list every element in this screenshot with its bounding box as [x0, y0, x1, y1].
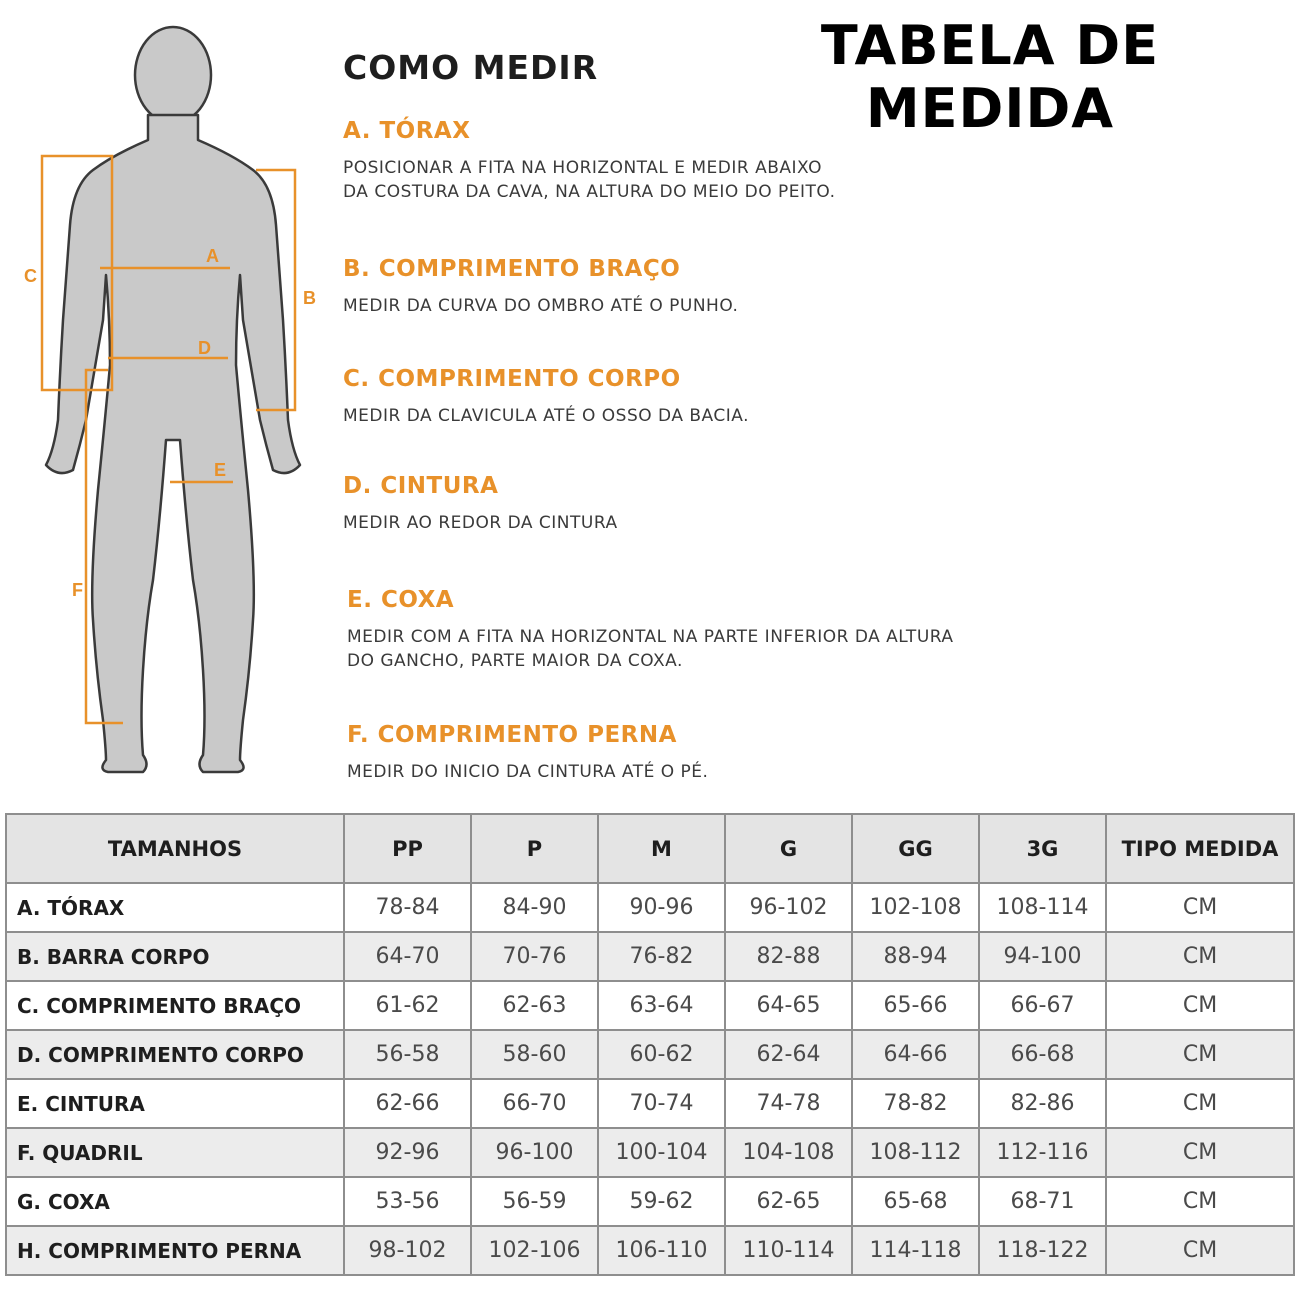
table-cell: 102-106 [471, 1226, 598, 1275]
table-cell: 96-100 [471, 1128, 598, 1177]
section-torax [343, 118, 1103, 204]
table-cell: 62-65 [725, 1177, 852, 1226]
table-cell: 62-63 [471, 981, 598, 1030]
table-row [6, 1079, 1294, 1128]
table-row [6, 883, 1294, 932]
unit-cell: CM [1106, 883, 1294, 932]
section-comprimento-braco [343, 256, 1103, 318]
table-cell: 102-108 [852, 883, 979, 932]
column-header-m: M [598, 814, 725, 883]
table-cell: 64-66 [852, 1030, 979, 1079]
table-cell: 65-66 [852, 981, 979, 1030]
section-text: MEDIR DA CLAVICULA ATÉ O OSSO DA BACIA. [343, 406, 749, 426]
row-label: B. BARRA CORPO [6, 932, 344, 981]
table-cell: 98-102 [344, 1226, 471, 1275]
section-heading: B. COMPRIMENTO BRAÇO [343, 256, 681, 282]
table-cell: 78-84 [344, 883, 471, 932]
section-comprimento-corpo [343, 366, 1103, 428]
figure-letter-d: D [198, 338, 211, 358]
table-cell: 68-71 [979, 1177, 1106, 1226]
row-label: D. COMPRIMENTO CORPO [6, 1030, 344, 1079]
table-cell: 64-70 [344, 932, 471, 981]
section-text: MEDIR DO INICIO DA CINTURA ATÉ O PÉ. [347, 762, 709, 782]
table-row [6, 1177, 1294, 1226]
column-header-tamanhos: TAMANHOS [6, 814, 344, 883]
table-cell: 56-58 [344, 1030, 471, 1079]
section-heading: A. TÓRAX [343, 118, 471, 144]
table-cell: 58-60 [471, 1030, 598, 1079]
table-cell: 59-62 [598, 1177, 725, 1226]
table-cell: 62-64 [725, 1030, 852, 1079]
row-label: E. CINTURA [6, 1079, 344, 1128]
section-heading: F. COMPRIMENTO PERNA [347, 722, 677, 748]
table-cell: 108-114 [979, 883, 1106, 932]
column-header-tipo-medida: TIPO MEDIDA [1106, 814, 1294, 883]
table-header-row [6, 814, 1294, 883]
table-cell: 92-96 [344, 1128, 471, 1177]
section-heading: C. COMPRIMENTO CORPO [343, 366, 681, 392]
table-cell: 114-118 [852, 1226, 979, 1275]
human-silhouette [46, 27, 300, 772]
table-row [6, 1128, 1294, 1177]
table-cell: 65-68 [852, 1177, 979, 1226]
table-cell: 70-76 [471, 932, 598, 981]
table-cell: 108-112 [852, 1128, 979, 1177]
table-cell: 104-108 [725, 1128, 852, 1177]
column-header-g: G [725, 814, 852, 883]
column-header-3g: 3G [979, 814, 1106, 883]
section-text: MEDIR COM A FITA NA HORIZONTAL NA PARTE INFERIOR DA ALTURA DO GANCHO, PARTE MAIOR DA COXA. [347, 627, 954, 671]
table-cell: 66-67 [979, 981, 1106, 1030]
table-cell: 66-70 [471, 1079, 598, 1128]
unit-cell: CM [1106, 932, 1294, 981]
page-title: TABELA DE MEDIDA [820, 14, 1160, 140]
table-cell: 118-122 [979, 1226, 1106, 1275]
table-cell: 56-59 [471, 1177, 598, 1226]
row-label: H. COMPRIMENTO PERNA [6, 1226, 344, 1275]
table-cell: 94-100 [979, 932, 1106, 981]
table-cell: 90-96 [598, 883, 725, 932]
table-cell: 70-74 [598, 1079, 725, 1128]
row-label: F. QUADRIL [6, 1128, 344, 1177]
section-cintura [343, 473, 1103, 535]
section-comprimento-perna [347, 722, 1107, 784]
section-heading: D. CINTURA [343, 473, 499, 499]
table-cell: 61-62 [344, 981, 471, 1030]
how-to-heading: COMO MEDIR [343, 48, 599, 87]
table-cell: 66-68 [979, 1030, 1106, 1079]
table-row [6, 1030, 1294, 1079]
table-cell: 53-56 [344, 1177, 471, 1226]
row-label: A. TÓRAX [6, 883, 344, 932]
table-cell: 112-116 [979, 1128, 1106, 1177]
section-text: MEDIR DA CURVA DO OMBRO ATÉ O PUNHO. [343, 296, 739, 316]
section-text: MEDIR AO REDOR DA CINTURA [343, 513, 618, 533]
table-row [6, 932, 1294, 981]
figure-letter-a: A [206, 246, 219, 266]
unit-cell: CM [1106, 1177, 1294, 1226]
unit-cell: CM [1106, 1226, 1294, 1275]
table-cell: 63-64 [598, 981, 725, 1030]
table-row [6, 981, 1294, 1030]
table-cell: 60-62 [598, 1030, 725, 1079]
size-table [5, 813, 1295, 1276]
table-cell: 64-65 [725, 981, 852, 1030]
unit-cell: CM [1106, 1079, 1294, 1128]
table-cell: 78-82 [852, 1079, 979, 1128]
table-row [6, 1226, 1294, 1275]
unit-cell: CM [1106, 1128, 1294, 1177]
table-cell: 106-110 [598, 1226, 725, 1275]
table-cell: 82-88 [725, 932, 852, 981]
table-cell: 100-104 [598, 1128, 725, 1177]
table-cell: 82-86 [979, 1079, 1106, 1128]
table-cell: 62-66 [344, 1079, 471, 1128]
figure-letter-b: B [303, 288, 316, 308]
row-label: G. COXA [6, 1177, 344, 1226]
table-cell: 74-78 [725, 1079, 852, 1128]
unit-cell: CM [1106, 981, 1294, 1030]
column-header-p: P [471, 814, 598, 883]
table-cell: 96-102 [725, 883, 852, 932]
column-header-gg: GG [852, 814, 979, 883]
table-cell: 88-94 [852, 932, 979, 981]
row-label: C. COMPRIMENTO BRAÇO [6, 981, 344, 1030]
table-cell: 110-114 [725, 1226, 852, 1275]
figure-letter-e: E [214, 460, 227, 480]
column-header-pp: PP [344, 814, 471, 883]
table-cell: 84-90 [471, 883, 598, 932]
body-measurement-figure [18, 20, 328, 790]
table-cell: 76-82 [598, 932, 725, 981]
figure-letter-f: F [72, 580, 83, 600]
figure-letter-c: C [24, 266, 37, 286]
section-heading: E. COXA [347, 587, 455, 613]
section-text: POSICIONAR A FITA NA HORIZONTAL E MEDIR ABAIXO DA COSTURA DA CAVA, NA ALTURA DO MEIO DO PEITO. [343, 158, 836, 202]
section-coxa [347, 587, 1107, 673]
unit-cell: CM [1106, 1030, 1294, 1079]
